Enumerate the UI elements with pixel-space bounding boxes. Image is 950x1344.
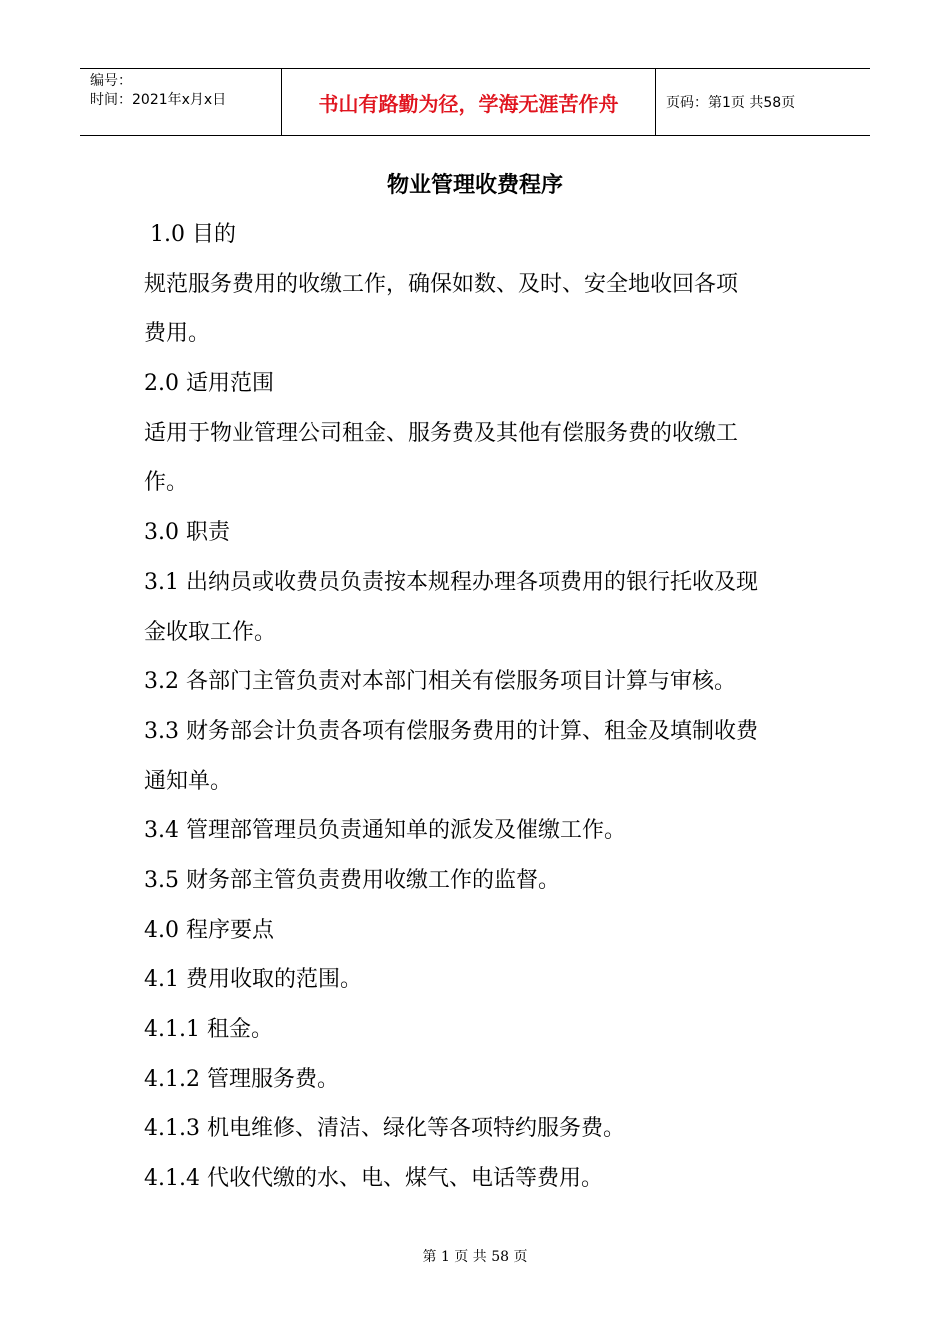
paragraph-line: 4.1.3 机电维修、清洁、绿化等各项特约服务费。 xyxy=(144,1116,625,1142)
paragraph-line: 金收取工作。 xyxy=(144,619,277,645)
section-heading: 2.0 适用范围 xyxy=(144,371,274,397)
paragraph-line: 4.1 费用收取的范围。 xyxy=(144,967,362,993)
paragraph-line: 4.1.2 管理服务费。 xyxy=(144,1066,339,1092)
paragraph-line: 作。 xyxy=(144,470,189,496)
section-heading: 4.0 程序要点 xyxy=(144,917,274,943)
document-title: 物业管理收费程序 xyxy=(386,173,563,198)
paragraph-line: 3.5 财务部主管负责费用收缴工作的监督。 xyxy=(144,867,560,893)
paragraph-line: 4.1.1 租金。 xyxy=(144,1017,273,1042)
page-header xyxy=(80,68,870,136)
section-heading: 3.0 职责 xyxy=(144,520,230,546)
paragraph-line: 3.4 管理部管理员负责通知单的派发及催缴工作。 xyxy=(144,818,626,844)
page-footer: 第 1 页 共 58 页 xyxy=(422,1249,528,1265)
paragraph-line: 通知单。 xyxy=(144,768,233,794)
document-body xyxy=(144,210,824,1204)
header-meta-cell xyxy=(80,69,282,135)
paragraph-line: 适用于物业管理公司租金、服务费及其他有偿服务费的收缴工 xyxy=(144,420,739,446)
paragraph-line: 3.3 财务部会计负责各项有偿服务费用的计算、租金及填制收费 xyxy=(144,718,758,744)
header-time-label: 时间：2021年x月x日 xyxy=(90,92,227,108)
header-page-info: 页码：第1页 共58页 xyxy=(666,95,796,111)
paragraph-line: 3.1 出纳员或收费员负责按本规程办理各项费用的银行托收及现 xyxy=(144,569,758,595)
paragraph-line: 4.1.4 代收代缴的水、电、煤气、电话等费用。 xyxy=(144,1166,603,1192)
header-motto: 书山有路勤为径，学海无涯苦作舟 xyxy=(282,69,656,135)
section-heading: 1.0 目的 xyxy=(150,222,236,247)
paragraph-line: 费用。 xyxy=(144,321,211,347)
paragraph-line: 3.2 各部门主管负责对本部门相关有偿服务项目计算与审核。 xyxy=(144,669,736,695)
paragraph-line: 规范服务费用的收缴工作，确保如数、及时、安全地收回各项 xyxy=(144,271,739,297)
header-code-label: 编号： xyxy=(90,73,132,89)
